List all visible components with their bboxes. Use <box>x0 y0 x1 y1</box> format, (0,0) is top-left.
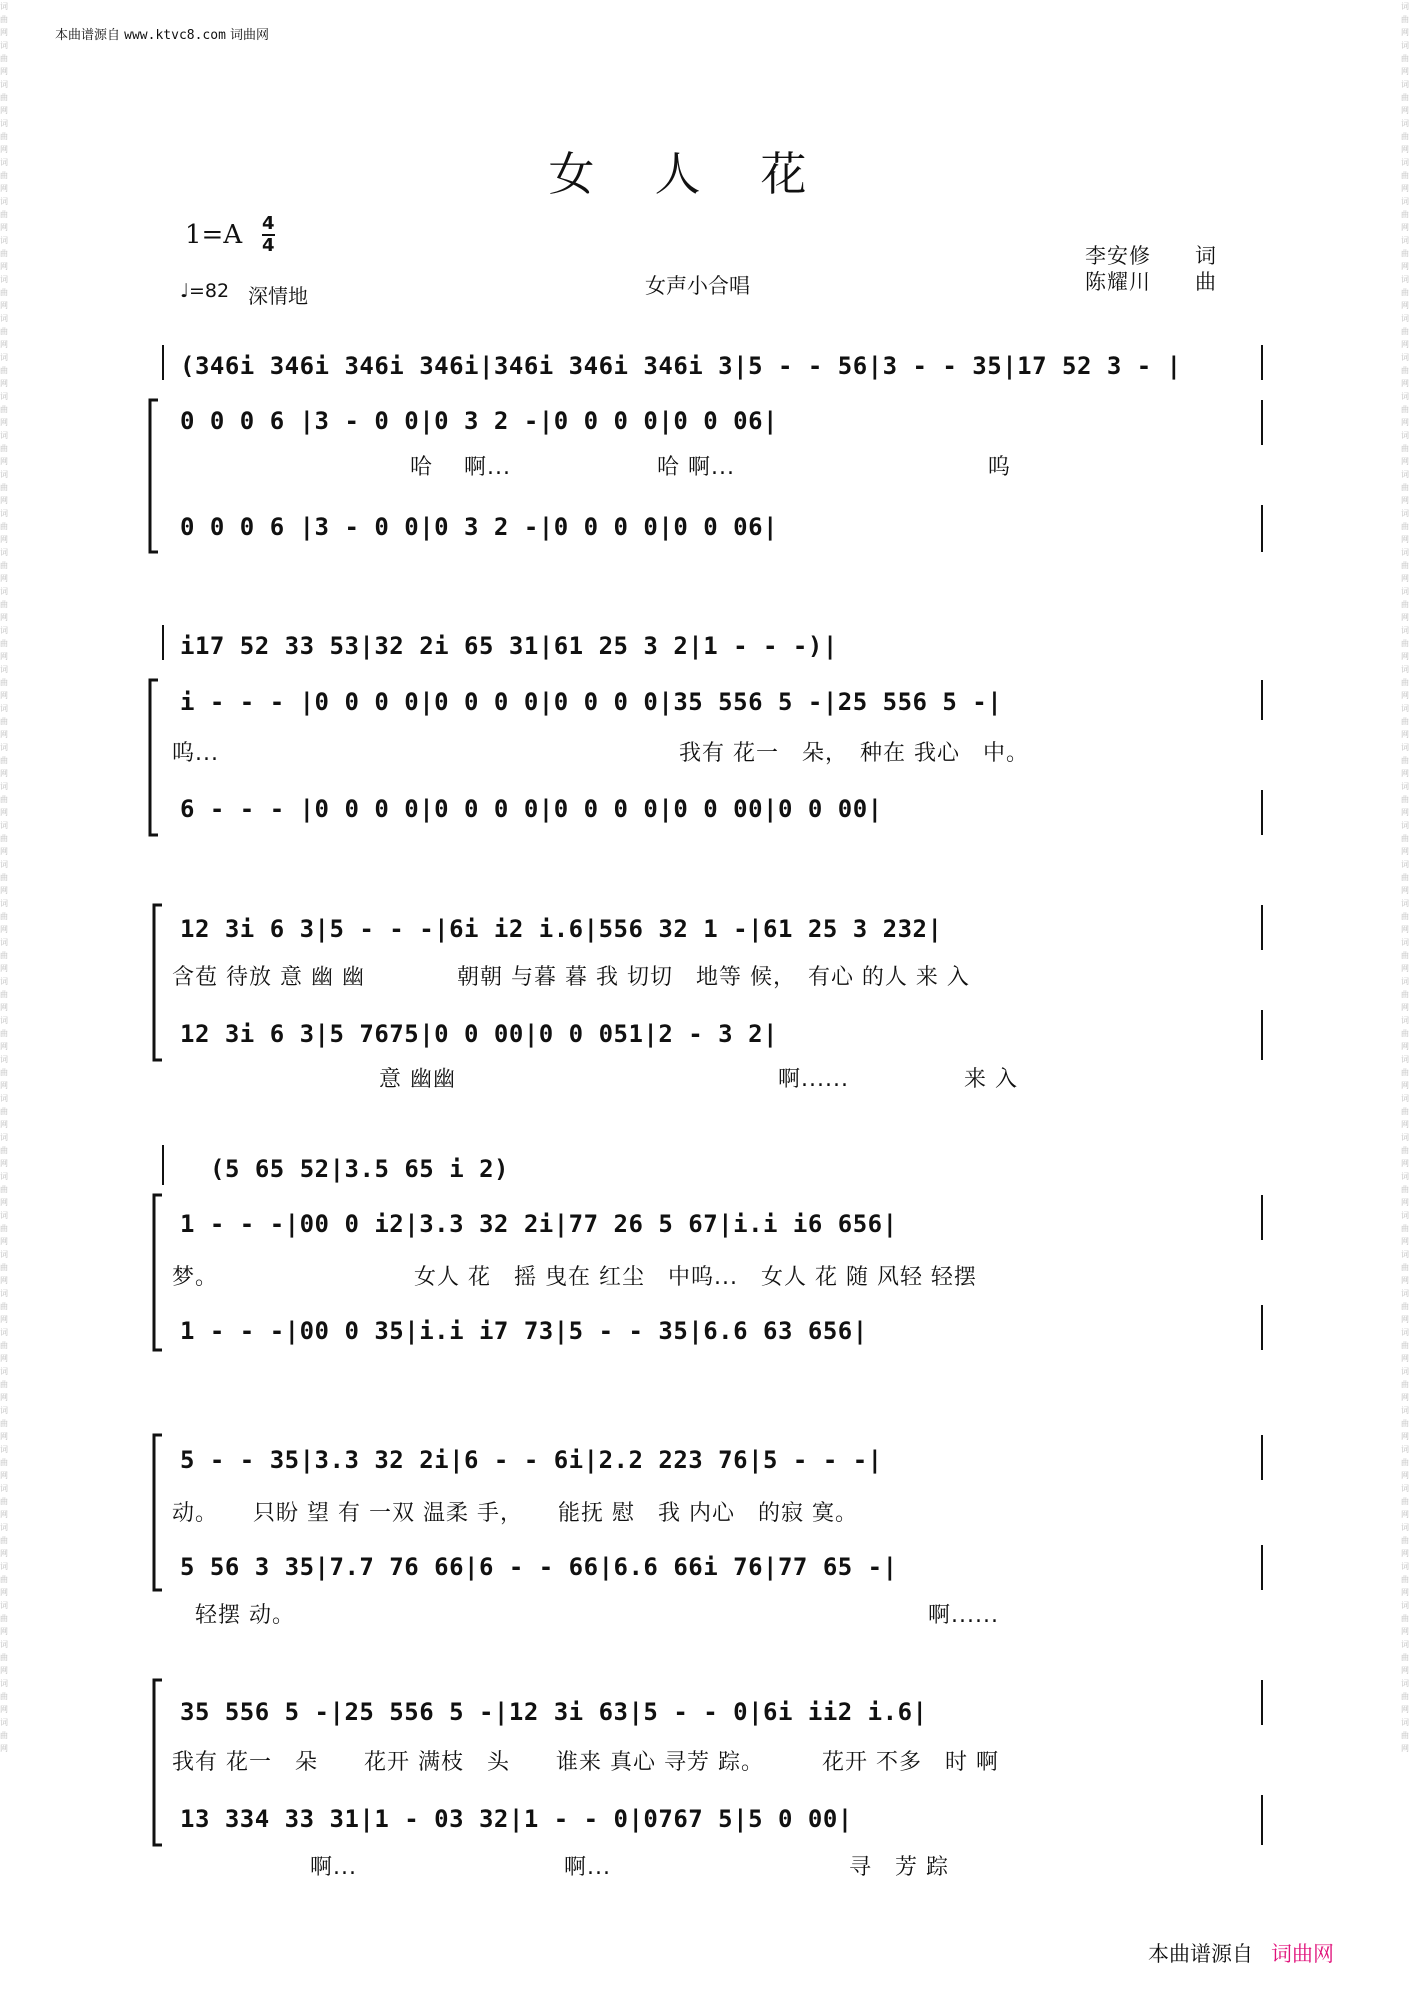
score-line-voice2: 5 56 3 35|7.7 76 66|6 - - 66|6.6 66i 76|77 65 -| <box>180 1553 898 1581</box>
score-line-voice1: 35 556 5 -|25 556 5 -|12 3i 63|5 - - 0|6i ii2 i.6| <box>180 1698 928 1726</box>
score-line-accompaniment: (5 65 52|3.5 65 i 2) <box>210 1155 509 1183</box>
composer-credit: 陈耀川 曲 <box>1085 270 1217 294</box>
score-line-intro: i17 52 33 53|32 2i 65 31|61 25 3 2|1 - - -)| <box>180 632 838 660</box>
score-line-voice1: 0 0 0 6 |3 - 0 0|0 3 2 -|0 0 0 0|0 0 06| <box>180 407 778 435</box>
tempo-mark: ♩=82 <box>180 280 230 302</box>
lyric-line: 呜... 我有 花一 朵， 种在 我心 中。 <box>172 741 1029 766</box>
footer-site-name[interactable]: 词曲网 <box>1271 1942 1334 1966</box>
lyric-line: 啊... 啊... 寻 芳 踪 <box>172 1855 949 1880</box>
lyric-line: 哈 啊... 哈 啊... 呜 <box>172 455 1011 480</box>
lyric-line: 轻摆 动。 啊...... <box>172 1603 999 1628</box>
lyricist-credit: 李安修 词 <box>1085 244 1217 268</box>
lyric-line: 我有 花一 朵 花开 满枝 头 谁来 真心 寻芳 踪。 花开 不多 时 啊 <box>172 1750 999 1775</box>
score-line-voice2: 1 - - -|00 0 35|i.i i7 73|5 - - 35|6.6 63 656| <box>180 1317 868 1345</box>
expression-mark: 深情地 <box>248 284 308 308</box>
score-line-voice2: 6 - - - |0 0 0 0|0 0 0 0|0 0 0 0|0 0 00|0 0 00| <box>180 795 883 823</box>
source-site-url[interactable]: www.ktvc8.com <box>124 28 226 43</box>
score-line-voice2: 13 334 33 31|1 - 03 32|1 - - 0|0767 5|5 0 00| <box>180 1805 853 1833</box>
side-watermark-left: 词曲网词曲网词曲网词曲网词曲网词曲网词曲网词曲网词曲网词曲网词曲网词曲网词曲网词曲网词曲网词曲网词曲网词曲网词曲网词曲网词曲网词曲网词曲网词曲网词曲网词曲网词曲网词曲网词曲网词曲网词曲网词曲网词曲网词曲网词曲网词曲网词曲网词曲网词曲网词曲网词曲网词曲网词曲网词曲网词曲网 <box>0 2 8 1753</box>
score-line-voice2: 0 0 0 6 |3 - 0 0|0 3 2 -|0 0 0 0|0 0 06| <box>180 513 778 541</box>
side-watermark-right: 词曲网词曲网词曲网词曲网词曲网词曲网词曲网词曲网词曲网词曲网词曲网词曲网词曲网词曲网词曲网词曲网词曲网词曲网词曲网词曲网词曲网词曲网词曲网词曲网词曲网词曲网词曲网词曲网词曲网词曲网词曲网词曲网词曲网词曲网词曲网词曲网词曲网词曲网词曲网词曲网词曲网词曲网词曲网词曲网词曲网 <box>1401 2 1409 1753</box>
ensemble-label: 女声小合唱 <box>645 274 750 298</box>
source-site-name[interactable]: 词曲网 <box>230 28 270 43</box>
score-line-voice2: 12 3i 6 3|5 7675|0 0 00|0 0 051|2 - 3 2| <box>180 1020 778 1048</box>
song-title: 女人花 <box>548 147 867 201</box>
lyric-line: 含苞 待放 意 幽 幽 朝朝 与暮 暮 我 切切 地等 候， 有心 的人 来 入 <box>172 965 970 990</box>
footer-source-label: 本曲谱源自 <box>1148 1942 1253 1966</box>
time-signature-top: 4 <box>262 213 275 234</box>
source-footer <box>1148 1938 1334 1968</box>
time-signature-bottom: 4 <box>262 235 275 256</box>
lyric-line: 意 幽幽 啊...... 来 入 <box>172 1067 1018 1092</box>
score-line-voice1: i - - - |0 0 0 0|0 0 0 0|0 0 0 0|35 556 5 -|25 556 5 -| <box>180 688 1003 716</box>
lyric-line: 梦。 女人 花 摇 曳在 红尘 中呜... 女人 花 随 风轻 轻摆 <box>172 1265 977 1290</box>
source-label: 本曲谱源自 <box>55 28 121 43</box>
key-signature: 1=A <box>185 220 243 250</box>
lyric-line: 动。 只盼 望 有 一双 温柔 手， 能抚 慰 我 内心 的寂 寞。 <box>172 1501 858 1526</box>
score-line-voice1: 5 - - 35|3.3 32 2i|6 - - 6i|2.2 223 76|5 - - -| <box>180 1446 883 1474</box>
score-line-voice1: 12 3i 6 3|5 - - -|6i i2 i.6|556 32 1 -|61 25 3 232| <box>180 915 943 943</box>
score-line-intro: (346i 346i 346i 346i|346i 346i 346i 3|5 - - 56|3 - - 35|17 52 3 - | <box>180 352 1182 380</box>
score-line-voice1: 1 - - -|00 0 i2|3.3 32 2i|77 26 5 67|i.i i6 656| <box>180 1210 898 1238</box>
